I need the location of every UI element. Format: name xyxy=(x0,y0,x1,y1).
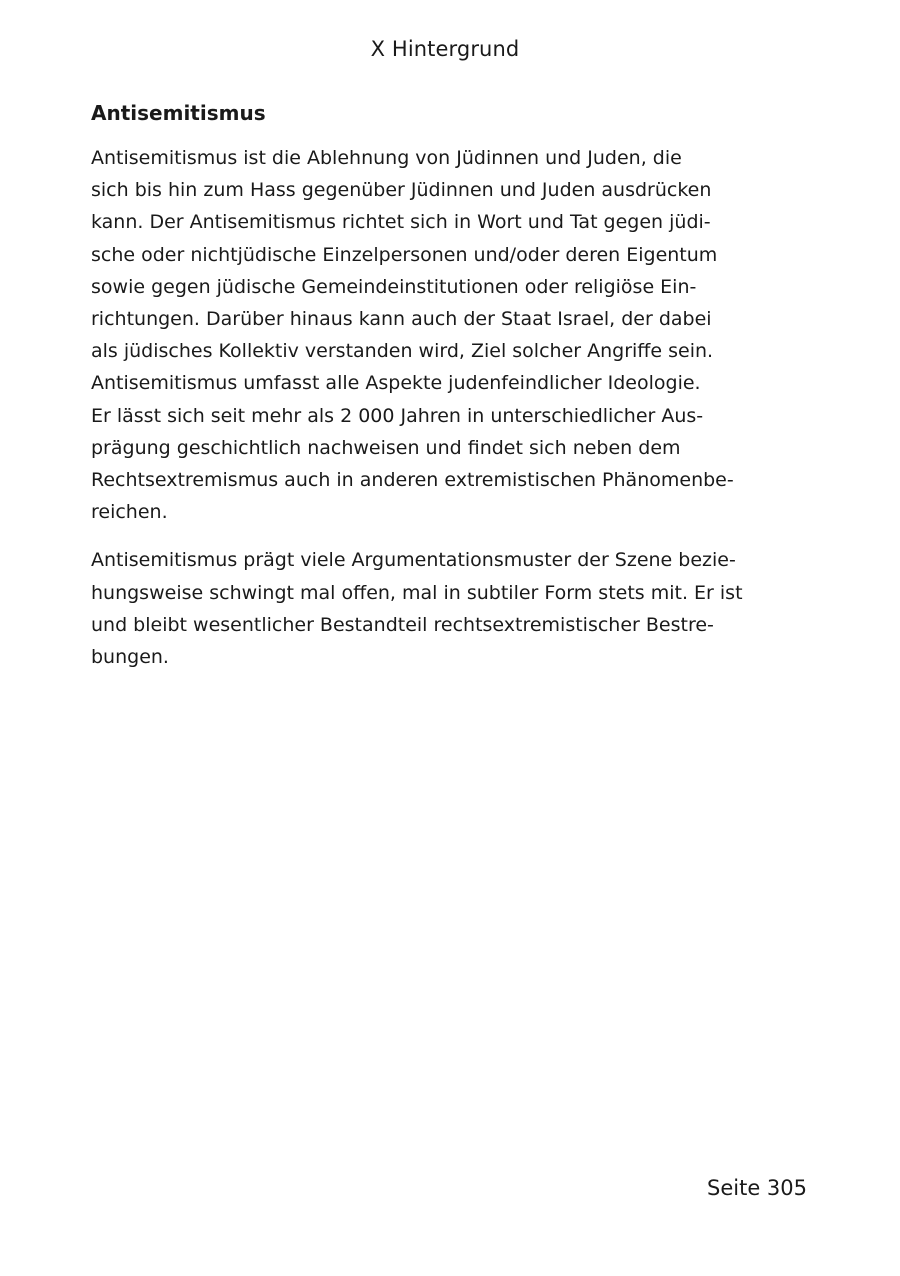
page-number: Seite 305 xyxy=(707,1176,807,1200)
text-line: Antisemitismus ist die Ablehnung von Jüdinnen und Juden, die xyxy=(91,147,682,169)
text-line: sowie gegen jüdische Gemeindeinstitutionen oder religiöse Ein- xyxy=(91,275,697,298)
main-content xyxy=(91,98,761,689)
text-line: kann. Der Antisemitismus richtet sich in Wort und Tat gegen jüdi- xyxy=(91,211,711,234)
text-line: reichen. xyxy=(91,501,168,524)
text-line: hungsweise schwingt mal offen, mal in subtiler Form stets mit. Er ist xyxy=(91,581,743,604)
paragraph-definition xyxy=(91,142,761,528)
section-heading: Antisemitismus xyxy=(91,101,266,125)
text-line: Antisemitismus prägt viele Argumentationsmuster der Szene bezie- xyxy=(91,549,736,572)
text-line: richtungen. Darüber hinaus kann auch der Staat Israel, der dabei xyxy=(91,308,712,331)
text-line: sche oder nichtjüdische Einzelpersonen und/oder deren Eigentum xyxy=(91,243,718,266)
text-line: als jüdisches Kollektiv verstanden wird, Ziel solcher Angriffe sein. xyxy=(91,340,714,363)
text-line: prägung geschichtlich nachweisen und findet sich neben dem xyxy=(91,436,681,459)
paragraph-scene xyxy=(91,544,761,673)
text-line: Rechtsextremismus auch in anderen extremistischen Phänomenbe- xyxy=(91,469,734,492)
text-line: bungen. xyxy=(91,646,169,669)
text-line: sich bis hin zum Hass gegenüber Jüdinnen und Juden ausdrücken xyxy=(91,179,712,202)
text-line: und bleibt wesentlicher Bestandteil rechtsextremistischer Bestre- xyxy=(91,613,714,636)
text-line: Er lässt sich seit mehr als 2 000 Jahren in unterschiedlicher Aus- xyxy=(91,404,704,427)
running-header: X Hintergrund xyxy=(370,37,520,61)
text-line: Antisemitismus umfasst alle Aspekte judenfeindlicher Ideologie. xyxy=(91,372,701,395)
